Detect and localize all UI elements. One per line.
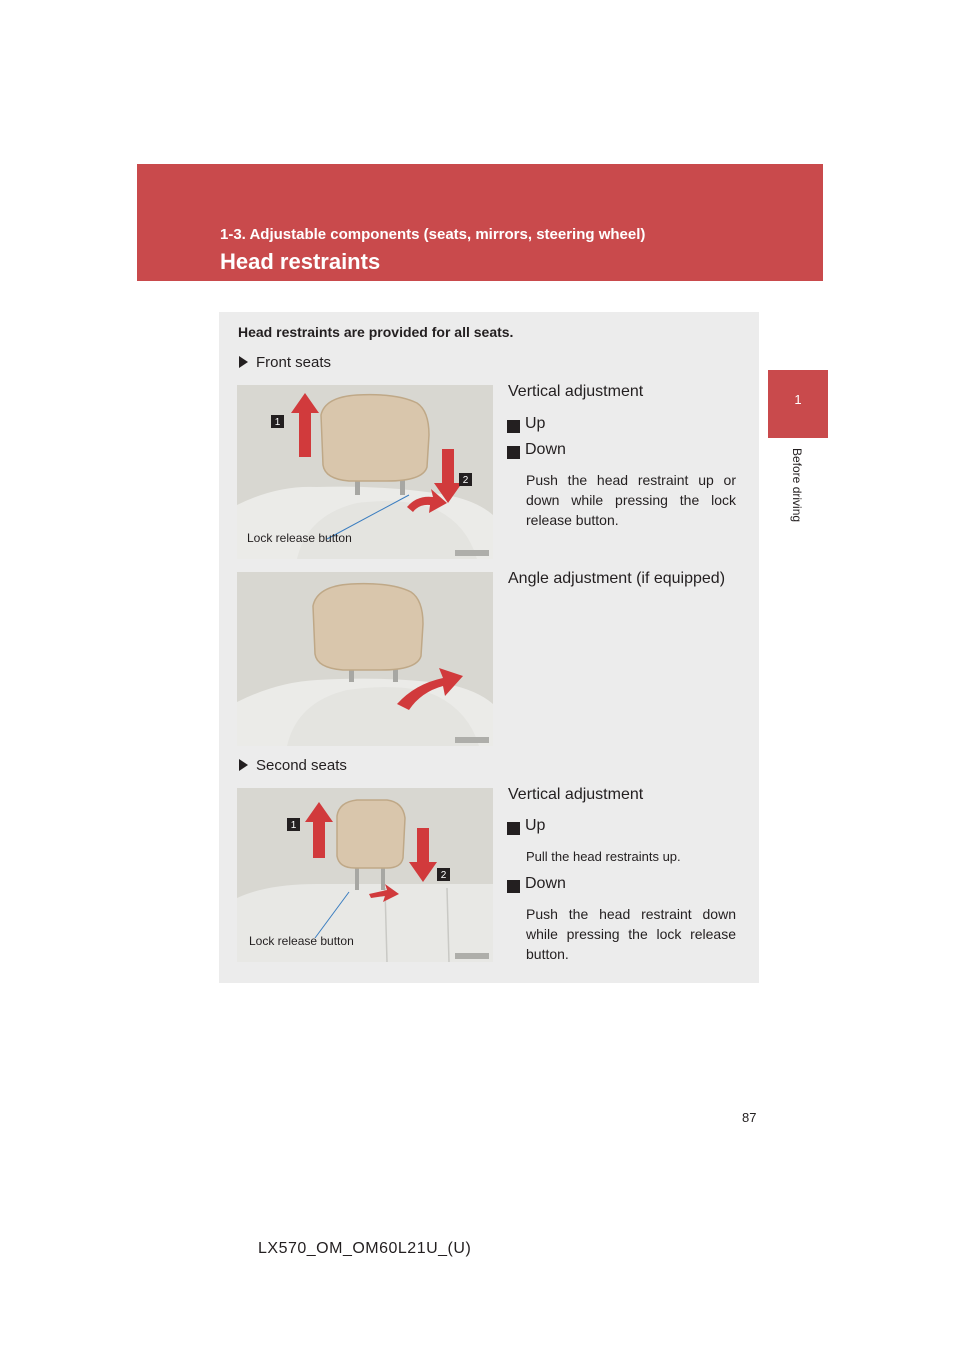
- triangle-bullet-icon: [239, 356, 248, 368]
- second-seats-heading-text: Second seats: [256, 757, 347, 774]
- second-down-label: Down: [525, 875, 566, 892]
- triangle-bullet-icon: [239, 759, 248, 771]
- figure-marker-2: 2: [440, 870, 447, 881]
- lock-release-caption: Lock release button: [247, 531, 352, 545]
- front-seats-heading: [239, 354, 331, 371]
- front-seats-heading-text: Front seats: [256, 354, 332, 371]
- front-down-label: Down: [525, 441, 566, 458]
- header-band: [137, 164, 823, 281]
- step-1-marker-icon: [507, 822, 520, 835]
- front-vertical-title: Vertical adjustment: [508, 383, 644, 400]
- step-2-marker-icon: [507, 446, 520, 459]
- footer-code: LX570_OM_OM60L21U_(U): [258, 1240, 472, 1257]
- chapter-label: Before driving: [790, 448, 804, 523]
- step-2-marker-icon: [507, 880, 520, 893]
- breadcrumb: 1-3. Adjustable components (seats, mirrors, steering wheel): [220, 226, 646, 243]
- second-up-label: Up: [525, 817, 546, 834]
- second-seats-heading: [239, 757, 347, 774]
- step-1-marker-icon: [507, 420, 520, 433]
- content-box: [219, 312, 759, 983]
- page-title: Head restraints: [220, 249, 381, 274]
- chapter-tab[interactable]: [768, 370, 828, 438]
- chapter-number: 1: [794, 392, 802, 407]
- front-angle-figure: [237, 572, 493, 746]
- lock-release-caption: Lock release button: [249, 934, 354, 948]
- page-number: 87: [742, 1110, 757, 1125]
- second-up-note: Pull the head restraints up.: [526, 849, 681, 864]
- figure-marker-2: 2: [462, 475, 469, 486]
- intro-text: Head restraints are provided for all seats.: [238, 324, 514, 340]
- second-down-note: Push the head restraint down while pressing the lock release button.: [526, 906, 736, 962]
- front-angle-title: Angle adjustment (if equipped): [508, 570, 726, 587]
- front-vertical-note: Push the head restraint up or down while pressing the lock release button.: [526, 472, 736, 528]
- front-headrest-angle-illustration: [237, 572, 493, 746]
- second-vertical-title: Vertical adjustment: [508, 786, 644, 803]
- front-vertical-figure: [237, 385, 493, 559]
- second-vertical-figure: [237, 788, 493, 962]
- front-up-label: Up: [525, 415, 546, 432]
- figure-marker-1: 1: [290, 820, 297, 831]
- figure-marker-1: 1: [274, 417, 281, 428]
